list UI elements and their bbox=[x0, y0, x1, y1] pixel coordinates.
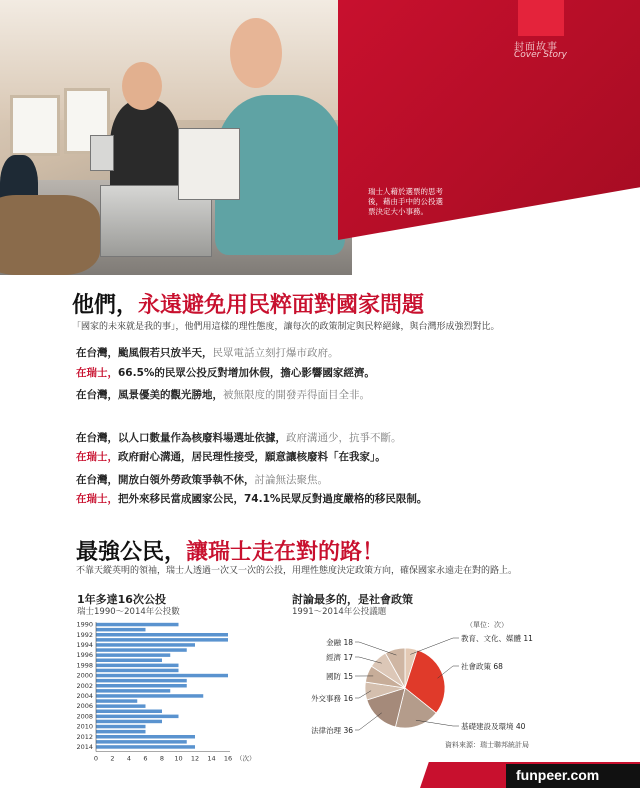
bar-1990 bbox=[96, 623, 179, 627]
comparison-grey: 討論無法聚焦。 bbox=[254, 474, 328, 486]
pie-label: 法律治理 36 bbox=[311, 726, 353, 735]
comparison-grey: 民眾電話立刻打爆市政府。 bbox=[212, 347, 339, 359]
x-tick-label: 8 bbox=[159, 754, 165, 763]
bar-1998 bbox=[96, 664, 179, 668]
section-label-english: Cover Story bbox=[514, 50, 567, 60]
y-tick-label: 1998 bbox=[76, 661, 93, 670]
comparison-label: 在台灣， bbox=[76, 389, 118, 401]
bar-2000 bbox=[96, 674, 228, 678]
y-tick-label: 2008 bbox=[76, 712, 93, 721]
title2-red: 讓瑞士走在對的路！ bbox=[186, 540, 385, 565]
y-tick-label: 2002 bbox=[76, 681, 93, 690]
x-unit-label: （次） bbox=[236, 754, 256, 763]
bar-1994 bbox=[96, 643, 195, 647]
pie-label: 社會政策 68 bbox=[461, 662, 503, 671]
comparison-label: 在台灣， bbox=[76, 432, 118, 444]
pie-label: 國防 15 bbox=[326, 672, 353, 681]
bar-chart-title: 1年多達16次公投 bbox=[77, 593, 166, 606]
comparison-text: 風景優美的觀光勝地， bbox=[118, 389, 223, 401]
comparison-text: 政府耐心溝通，居民理性接受，願意讓核廢料「在我家」。 bbox=[118, 451, 386, 463]
bar-2008 bbox=[96, 715, 179, 719]
article-subtitle: 「國家的未來就是我的事」，他們用這樣的理性態度，讓每次的政策制定與民粹絕緣，與台灣形成強烈對比。 bbox=[72, 322, 500, 332]
comparison-label: 在台灣， bbox=[76, 347, 118, 359]
y-tick-label: 1992 bbox=[76, 630, 93, 639]
x-tick-label: 4 bbox=[126, 754, 132, 763]
bar-2009 bbox=[96, 720, 162, 724]
comparison-label: 在瑞士， bbox=[76, 451, 118, 463]
y-tick-label: 2012 bbox=[76, 732, 93, 741]
photo-head bbox=[122, 62, 162, 110]
bar-1997 bbox=[96, 659, 162, 663]
photo-person bbox=[0, 195, 100, 275]
red-square-decor bbox=[518, 0, 564, 36]
bar-1995 bbox=[96, 648, 187, 652]
pie-chart-title: 討論最多的，是社會政策 bbox=[292, 593, 413, 606]
y-tick-label: 1996 bbox=[76, 651, 93, 660]
comparison-line bbox=[76, 449, 386, 464]
pie-unit: （單位：次） bbox=[466, 621, 508, 629]
cover-photo bbox=[0, 0, 352, 275]
y-tick-label: 2006 bbox=[76, 702, 93, 711]
comparison-grey: 被無限度的開發弄得面目全非。 bbox=[223, 389, 370, 401]
title-plain: 他們， bbox=[72, 293, 139, 318]
x-tick-label: 10 bbox=[174, 754, 183, 763]
article-title bbox=[72, 288, 424, 319]
bar-2007 bbox=[96, 710, 162, 714]
pie-label: 金融 18 bbox=[326, 638, 353, 647]
section-subtitle: 不靠天縱英明的領袖，瑞士人透過一次又一次的公投，用理性態度決定政策方向，確保國家永遠走在對的路上。 bbox=[76, 566, 518, 576]
bar-2011 bbox=[96, 730, 146, 734]
bar-1991 bbox=[96, 628, 146, 632]
comparison-label: 在瑞士， bbox=[76, 367, 118, 379]
comparison-text: 把外來移民當成國家公民，74.1%民眾反對過度嚴格的移民限制。 bbox=[118, 493, 428, 505]
x-tick-label: 16 bbox=[223, 754, 233, 763]
comparison-label: 在台灣， bbox=[76, 474, 118, 486]
pie-chart bbox=[285, 626, 555, 756]
bar-2013 bbox=[96, 740, 187, 744]
comparison-text: 開放白領外勞政策爭執不休， bbox=[118, 474, 255, 486]
x-tick-label: 2 bbox=[110, 754, 115, 763]
bar-1993 bbox=[96, 638, 228, 642]
comparison-line bbox=[76, 387, 370, 402]
comparison-line bbox=[76, 365, 375, 380]
comparison-text: 66.5%的民眾公投反對增加休假，擔心影響國家經濟。 bbox=[118, 367, 375, 379]
y-tick-label: 1994 bbox=[76, 641, 93, 649]
bar-2005 bbox=[96, 699, 137, 703]
bar-1996 bbox=[96, 653, 170, 657]
bar-chart bbox=[70, 620, 270, 770]
x-tick-label: 12 bbox=[190, 754, 200, 763]
bar-2010 bbox=[96, 725, 146, 729]
comparison-label: 在瑞士， bbox=[76, 493, 118, 505]
y-tick-label: 2000 bbox=[76, 671, 93, 680]
comparison-line bbox=[76, 472, 328, 487]
section-title bbox=[76, 535, 384, 566]
x-tick-label: 14 bbox=[207, 754, 216, 763]
pie-leader-line bbox=[355, 642, 396, 655]
ballot-box bbox=[90, 135, 114, 171]
ballot-box bbox=[178, 128, 240, 200]
photo-caption: 瑞士人藉於選票的思考後，藉由手中的公投選票決定大小事務。 bbox=[368, 187, 443, 216]
comparison-line bbox=[76, 345, 339, 360]
y-tick-label: 2014 bbox=[76, 743, 93, 751]
pie-label: 教育、文化、媒體 11 bbox=[461, 634, 533, 643]
comparison-grey: 政府溝通少，抗爭不斷。 bbox=[286, 432, 402, 444]
comparison-line bbox=[76, 491, 427, 506]
comparison-line bbox=[76, 430, 402, 445]
pie-label: 基礎建設及環境 40 bbox=[461, 722, 526, 731]
bar-1999 bbox=[96, 669, 179, 673]
bar-2002 bbox=[96, 684, 187, 688]
bar-2012 bbox=[96, 735, 195, 739]
comparison-text: 颱風假若只放半天， bbox=[118, 347, 213, 359]
y-tick-label: 2010 bbox=[76, 722, 93, 731]
pie-chart-subtitle: 1991～2014年公投議題 bbox=[292, 607, 387, 617]
y-tick-label: 2004 bbox=[76, 692, 93, 700]
comparison-text: 以人口數量作為核廢料場選址依據， bbox=[118, 432, 286, 444]
pie-source: 資料來源：瑞士聯邦統計局 bbox=[445, 741, 529, 749]
bar-2004 bbox=[96, 694, 203, 698]
bar-2014 bbox=[96, 745, 195, 749]
x-tick-label: 6 bbox=[143, 754, 148, 763]
pie-label: 經濟 17 bbox=[326, 653, 353, 662]
x-tick-label: 0 bbox=[93, 754, 99, 763]
title-red: 永遠避免用民粹面對國家問題 bbox=[138, 293, 425, 318]
title2-plain: 最強公民， bbox=[76, 540, 187, 565]
pie-label: 外交事務 16 bbox=[311, 694, 353, 703]
photo-window bbox=[10, 95, 60, 156]
y-tick-label: 1990 bbox=[76, 620, 93, 629]
bar-2003 bbox=[96, 689, 170, 693]
photo-head bbox=[230, 18, 282, 88]
bar-chart-subtitle: 瑞士1990～2014年公投數 bbox=[77, 607, 180, 617]
brand-watermark: funpeer.com bbox=[516, 767, 600, 783]
bar-2006 bbox=[96, 704, 146, 708]
section-label: 封面故事 bbox=[514, 42, 558, 53]
bar-2001 bbox=[96, 679, 187, 683]
bar-1992 bbox=[96, 633, 228, 637]
